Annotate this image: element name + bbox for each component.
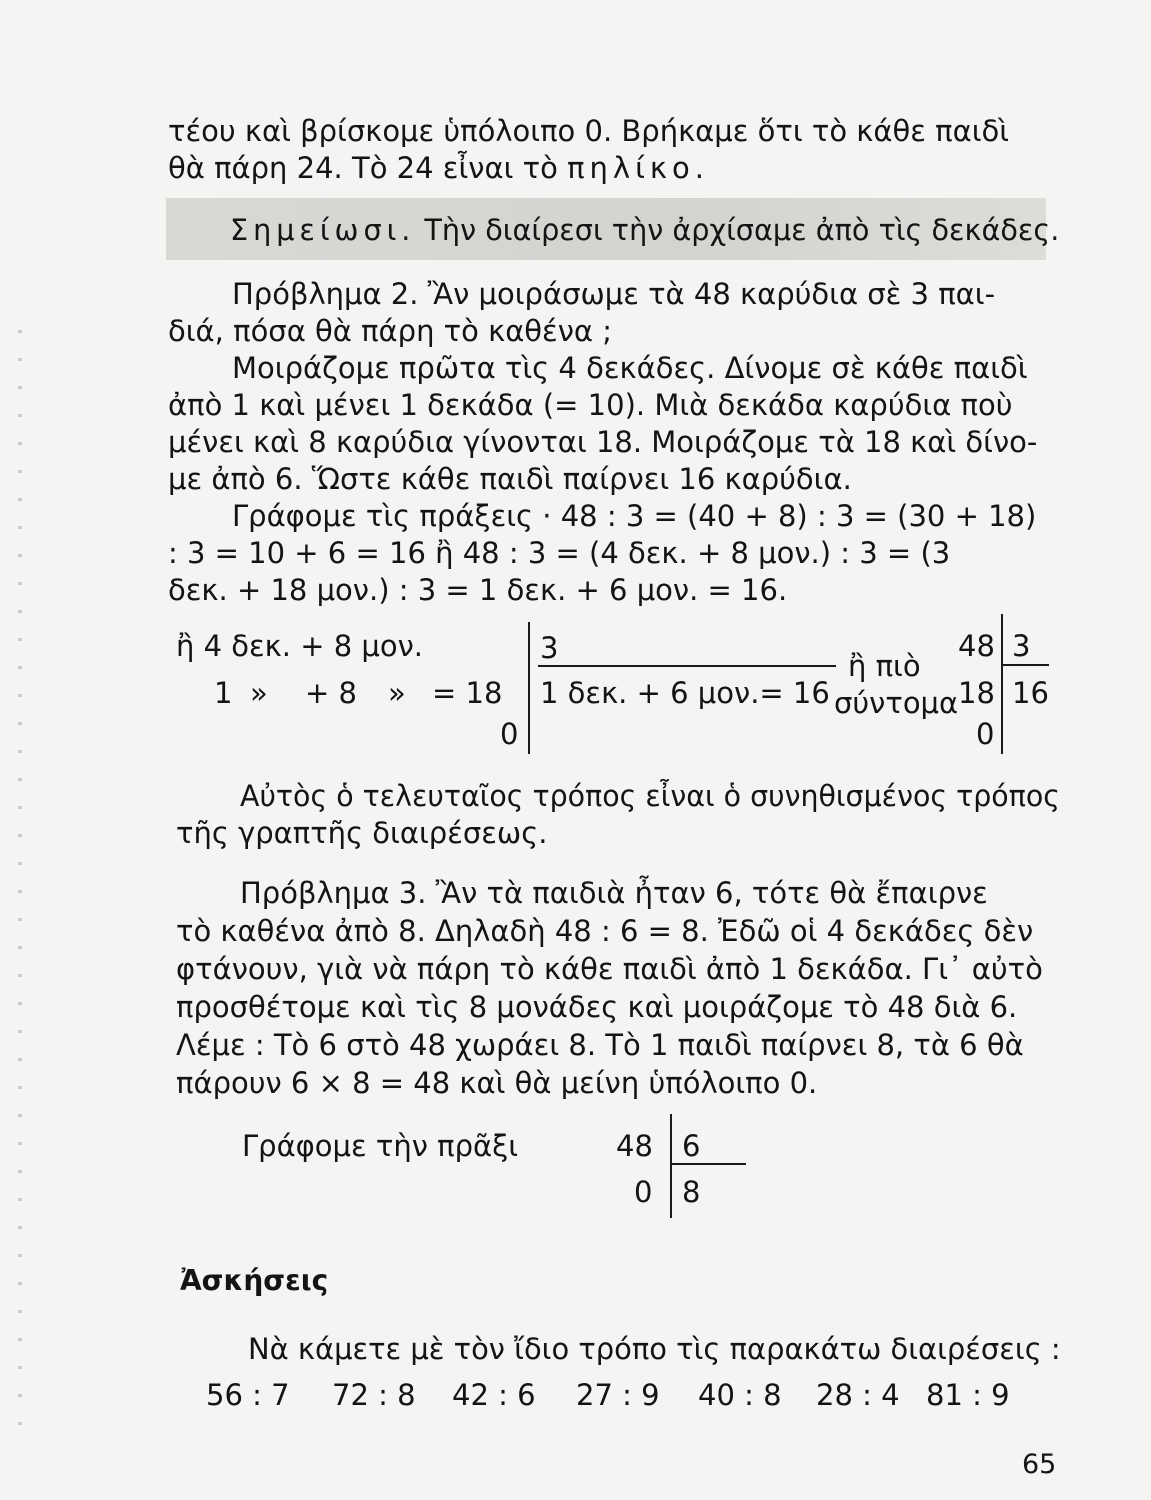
exercise-item: 81 : 9 <box>926 1378 1010 1412</box>
text-line <box>168 150 709 186</box>
division-remainder: 0 <box>500 717 519 751</box>
text-line: διά, πόσα θὰ πάρη τὸ καθένα ; <box>168 314 613 348</box>
text-line: πάρουν 6 × 8 = 48 καὶ θὰ μείνη ὑπόλοιπο 0. <box>176 1066 818 1100</box>
division-label: Γράφομε τὴν πρᾶξι <box>242 1129 519 1163</box>
exercise-item: 40 : 8 <box>698 1378 782 1412</box>
text-line: τῆς γραπτῆς διαιρέσεως. <box>176 816 548 850</box>
exercise-item: 42 : 6 <box>452 1378 536 1412</box>
text-line: Αὐτὸς ὁ τελευταῖος τρόπος εἶναι ὁ συνηθισμένος τρόπος <box>240 779 1060 813</box>
short-division-quotient: 16 <box>1012 676 1049 710</box>
exercise-item: 56 : 7 <box>206 1378 290 1412</box>
exercise-item: 72 : 8 <box>332 1378 416 1412</box>
text-line: Γράφομε τὶς πράξεις · 48 : 3 = (40 + 8) : 3 = (30 + 18) <box>232 499 1037 533</box>
note-or-shorter: σύντομα <box>834 686 959 720</box>
note-label: Σημείωσι. <box>230 213 416 247</box>
text-line: φτάνουν, γιὰ νὰ πάρη τὸ κάθε παιδὶ ἀπὸ 1 δεκάδα. Γι᾿ αὐτὸ <box>176 952 1043 986</box>
division-quotient: 1 δεκ. + 6 μον.= 16 <box>540 676 830 710</box>
short-division-partial: 18 <box>958 676 995 710</box>
exercise-item: 28 : 4 <box>816 1378 900 1412</box>
text-line: δεκ. + 18 μον.) : 3 = 1 δεκ. + 6 μον. = 16. <box>168 573 788 607</box>
text-fragment: θὰ πάρη 24. Τὸ 24 εἶναι τὸ <box>168 151 558 185</box>
short-division-dividend: 48 <box>958 629 995 663</box>
division-divisor: 6 <box>682 1129 701 1163</box>
ditto-mark: » <box>250 676 268 710</box>
note-line <box>230 212 1059 248</box>
division-quotient: 8 <box>682 1175 701 1209</box>
division-vertical-rule <box>670 1114 672 1218</box>
note-or-shorter: ἢ πιὸ <box>848 649 921 683</box>
division-horizontal-rule <box>538 665 836 667</box>
note-text: Τὴν διαίρεσι τὴν ἀρχίσαμε ἀπὸ τὶς δεκάδες. <box>424 213 1060 247</box>
exercises-heading: Ἀσκήσεις <box>180 1264 329 1297</box>
short-division-divisor: 3 <box>1012 629 1031 663</box>
division-divisor: 3 <box>540 631 559 665</box>
text-line: τὸ καθένα ἀπὸ 8. Δηλαδὴ 48 : 6 = 8. Ἐδῶ οἱ 4 δεκάδες δὲν <box>176 914 1034 948</box>
text-line: Πρόβλημα 3. Ἂν τὰ παιδιὰ ἦταν 6, τότε θὰ ἔπαιρνε <box>240 876 988 910</box>
text-line: : 3 = 10 + 6 = 16 ἢ 48 : 3 = (4 δεκ. + 8 μον.) : 3 = (3 <box>168 536 951 570</box>
text-line: Λέμε : Τὸ 6 στὸ 48 χωράει 8. Τὸ 1 παιδὶ παίρνει 8, τὰ 6 θὰ <box>176 1028 1024 1062</box>
division-remainder: 0 <box>634 1175 653 1209</box>
ditto-mark: » <box>388 676 406 710</box>
division-left-value: 1 <box>214 676 233 710</box>
division-vertical-rule <box>528 622 530 754</box>
text-line: προσθέτομε καὶ τὶς 8 μονάδες καὶ μοιράζομε τὸ 48 διὰ 6. <box>176 990 1018 1024</box>
text-line: με ἀπὸ 6. Ὥστε κάθε παιδὶ παίρνει 16 καρύδια. <box>168 462 852 496</box>
text-line: Μοιράζομε πρῶτα τὶς 4 δεκάδες. Δίνομε σὲ κάθε παιδὶ <box>232 351 1028 385</box>
short-division-horizontal-rule <box>1003 664 1049 666</box>
division-left-value: = 18 <box>432 676 503 710</box>
short-division-remainder: 0 <box>976 717 995 751</box>
text-line: Πρόβλημα 2. Ἂν μοιράσωμε τὰ 48 καρύδια σὲ 3 παι- <box>232 277 996 311</box>
text-line: μένει καὶ 8 καρύδια γίνονται 18. Μοιράζομε τὰ 18 καὶ δίνο- <box>168 425 1038 459</box>
division-dividend: 48 <box>616 1129 653 1163</box>
scan-margin-marks <box>18 330 22 1430</box>
division-left-row: ἢ 4 δεκ. + 8 μον. <box>176 629 424 663</box>
text-line: ἀπὸ 1 καὶ μένει 1 δεκάδα (= 10). Μιὰ δεκάδα καρύδια ποὺ <box>168 388 1013 422</box>
page-number: 65 <box>1022 1449 1057 1480</box>
division-left-value: + 8 <box>305 676 357 710</box>
division-horizontal-rule <box>672 1163 746 1165</box>
short-division-vertical-rule <box>1001 614 1003 754</box>
exercises-instruction: Νὰ κάμετε μὲ τὸν ἴδιο τρόπο τὶς παρακάτω διαιρέσεις : <box>248 1332 1061 1366</box>
text-line: τέου καὶ βρίσκομε ὑπόλοιπο 0. Βρήκαμε ὅτι τὸ κάθε παιδὶ <box>168 114 1010 148</box>
emphasized-term: πηλίκο. <box>567 151 709 185</box>
exercise-item: 27 : 9 <box>576 1378 660 1412</box>
